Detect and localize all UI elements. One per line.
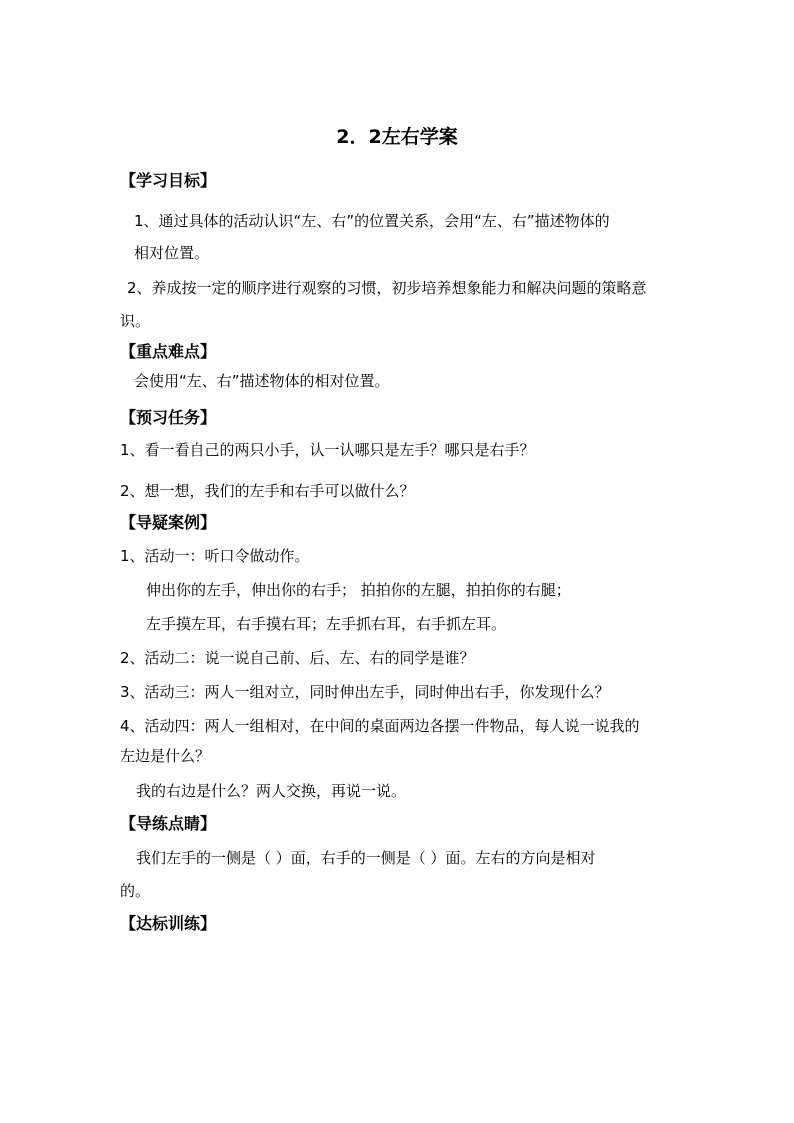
case-line: 3、活动三：两人一组对立，同时伸出左手，同时伸出右手，你发现什么？ (120, 683, 610, 701)
key-point-line: 会使用“左、右”描述物体的相对位置。 (134, 372, 390, 390)
section-heading-assessment: 【达标训练】 (120, 914, 217, 933)
case-line: 左边是什么？ (120, 747, 211, 765)
case-line: 4、活动四：两人一组相对，在中间的桌面两边各摆一件物品，每人说一说我的 (120, 717, 640, 735)
objective-line: 2、养成按一定的顺序进行观察的习惯，初步培养想象能力和解决问题的策略意 (127, 279, 647, 297)
section-heading-preview: 【预习任务】 (120, 408, 217, 427)
preview-task-line: 2、想一想，我们的左手和右手可以做什么？ (120, 482, 415, 500)
case-line: 伸出你的左手，伸出你的右手； 拍拍你的左腿，拍拍你的右腿； (146, 581, 571, 599)
section-heading-guided-cases: 【导疑案例】 (120, 513, 217, 532)
practice-tip-line: 我们左手的一侧是（ ）面，右手的一侧是（ ）面。左右的方向是相对 (136, 849, 596, 867)
practice-tip-line: 的。 (120, 882, 151, 900)
preview-task-line: 1、看一看自己的两只小手，认一认哪只是左手？哪只是右手？ (120, 441, 535, 459)
objective-line: 1、通过具体的活动认识“左、右”的位置关系，会用“左、右”描述物体的 (134, 212, 610, 230)
case-line: 2、活动二：说一说自己前、后、左、右的同学是谁？ (120, 649, 475, 667)
case-line: 我的右边是什么？两人交换，再说一说。 (136, 782, 407, 800)
section-heading-key-points: 【重点难点】 (120, 342, 217, 361)
section-heading-practice-tips: 【导练点睛】 (120, 814, 217, 833)
case-line: 1、活动一：听口令做动作。 (120, 547, 310, 565)
objective-line: 识。 (120, 312, 151, 330)
page-title: 2．2左右学案 (336, 126, 458, 148)
case-line: 左手摸左耳，右手摸右耳；左手抓右耳，右手抓左耳。 (146, 615, 507, 633)
section-heading-objectives: 【学习目标】 (120, 171, 217, 190)
objective-line: 相对位置。 (134, 244, 210, 262)
